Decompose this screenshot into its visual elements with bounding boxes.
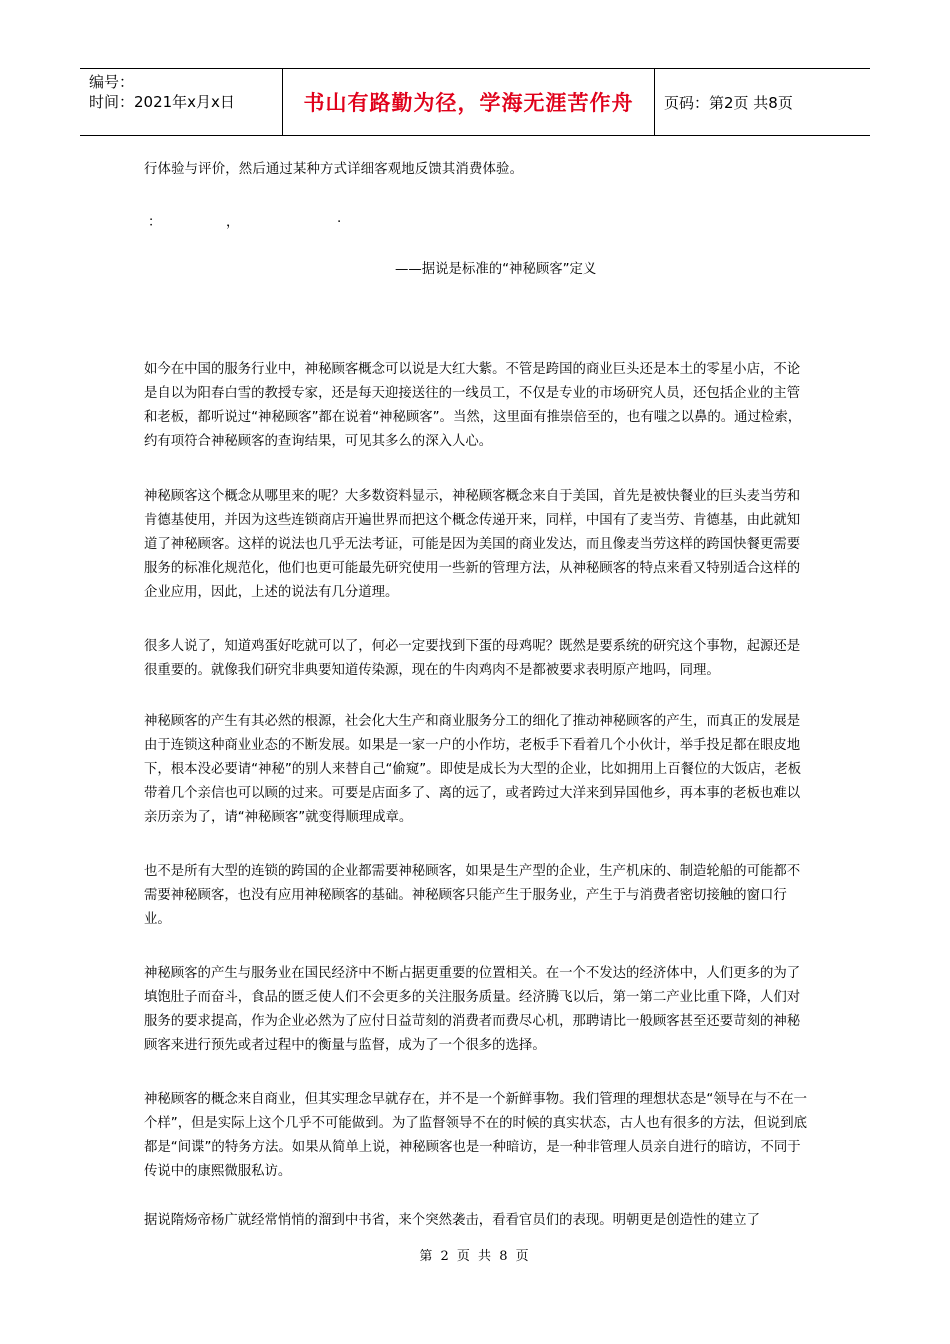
- paragraph-4: 神秘顾客的产生有其必然的根源，社会化大生产和商业服务分工的细化了推动神秘顾客的产生，而真正的发展是由于连锁这种商业业态的不断发展。如果是一家一户的小作坊，老板手下看着几个小伙计，举手投足都在眼皮地下，根本没必要请“神秘”的别人来替自己“偷窥”。即使是成长为大型的企业，比如拥用上百餐位的大饭店，老板带着几个亲信也可以顾的过来。可要是店面多了、离的远了，或者跨过大洋来到异国他乡，再本事的老板也难以亲历亲为了，请“神秘顾客”就变得顺理成章。: [144, 714, 802, 825]
- paragraph-6: 神秘顾客的产生与服务业在国民经济中不断占据更重要的位置相关。在一个不发达的经济体中，人们更多的为了填饱肚子而奋斗，食品的匮乏使人们不会更多的关注服务质量。经济腾飞以后，第一第二产业比重下降，人们对服务的要求提高，作为企业必然为了应付日益苛刻的消费者而费尽心机，那聘请比一般顾客甚至还要苛刻的神秘顾客来进行预先或者过程中的衡量与监督，成为了一个很多的选择。: [144, 966, 801, 1053]
- stray-colon: ：: [148, 215, 162, 230]
- paragraph-8: 据说隋炀帝杨广就经常悄悄的溜到中书省，来个突然袭击，看看官员们的表现。明朝更是创造性的建立了: [144, 1213, 760, 1228]
- paragraph-2: 神秘顾客这个概念从哪里来的呢？大多数资料显示，神秘顾客概念来自于美国，首先是被快餐业的巨头麦当劳和肯德基使用，并因为这些连锁商店开遍世界而把这个概念传递开来，同样，中国有了麦当劳、肯德基，由此就知道了神秘顾客。这样的说法也几乎无法考证，可能是因为美国的商业发达，而且像麦当劳这样的跨国快餐更需要服务的标准化规范化，他们也更可能最先研究使用一些新的管理方法，从神秘顾客的特点来看又特别适合这样的企业应用，因此，上述的说法有几分道理。: [144, 489, 801, 600]
- header-motto: 书山有路勤为径，学海无涯苦作舟: [283, 69, 655, 135]
- continued-line: 行体验与评价，然后通过某种方式详细客观地反馈其消费体验。: [144, 162, 524, 177]
- document-header: [80, 68, 870, 136]
- time-label: 时间：2021年x月x日: [89, 93, 235, 111]
- definition-attribution: ——据说是标准的“神秘顾客”定义: [395, 262, 597, 277]
- header-left-cell: [80, 69, 283, 135]
- stray-period: .: [337, 211, 342, 226]
- paragraph-3: 很多人说了，知道鸡蛋好吃就可以了，何必一定要找到下蛋的母鸡呢？既然是要系统的研究这个事物，起源还是很重要的。就像我们研究非典要知道传染源，现在的牛肉鸡肉不是都被要求表明原产地吗，同理。: [144, 639, 801, 678]
- stray-comma: ，: [226, 215, 240, 230]
- page-footer: 第 2 页 共 8 页: [419, 1249, 531, 1264]
- paragraph-7: 神秘顾客的概念来自商业，但其实理念早就存在，并不是一个新鲜事物。我们管理的理想状态是“领导在与不在一个样”，但是实际上这个几乎不可能做到。为了监督领导不在的时候的真实状态，古人也有很多的方法，但说到底都是“间谍”的特务方法。如果从简单上说，神秘顾客也是一种暗访，是一种非管理人员亲自进行的暗访，不同于传说中的康熙微服私访。: [144, 1092, 808, 1179]
- paragraph-1: 如今在中国的服务行业中，神秘顾客概念可以说是大红大紫。不管是跨国的商业巨头还是本土的零星小店，不论是自以为阳春白雪的教授专家，还是每天迎接送往的一线员工，不仅是专业的市场研究人员，还包括企业的主管和老板，都听说过“神秘顾客”都在说着“神秘顾客”。当然，这里面有推崇倍至的，也有嗤之以鼻的。通过检索，约有项符合神秘顾客的查询结果，可见其多么的深入人心。: [144, 362, 802, 449]
- serial-number-label: 编号：: [89, 73, 135, 91]
- paragraph-5: 也不是所有大型的连锁的跨国的企业都需要神秘顾客，如果是生产型的企业，生产机床的、制造轮船的可能都不需要神秘顾客，也没有应用神秘顾客的基础。神秘顾客只能产生于服务业，产生于与消费者密切接触的窗口行业。: [144, 864, 801, 927]
- header-page-code: 页码：第2页 共8页: [664, 93, 793, 112]
